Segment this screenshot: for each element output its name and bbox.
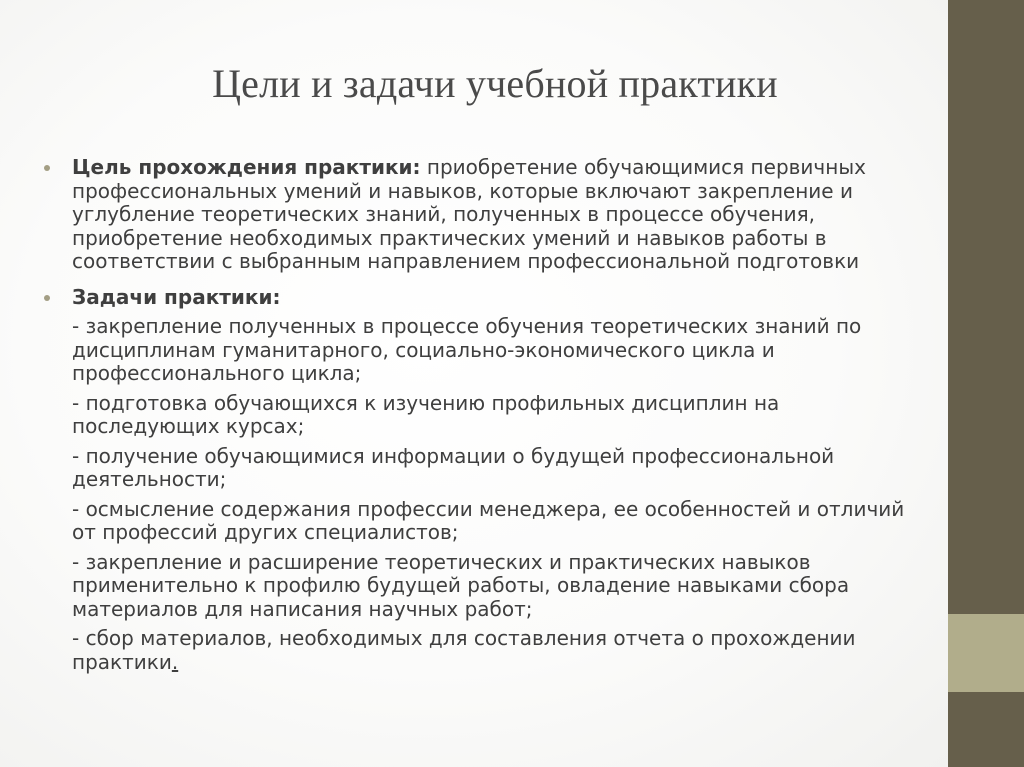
task-item-last-punct: . [171, 649, 179, 674]
task-item: - подготовка обучающихся к изучению профильных дисциплин на последующих курсах; [72, 390, 780, 438]
task-item: - закрепление и расширение теоретических и практических навыков применительно к профилю будущей работы, овладение навыками сбора материалов для написания научных работ; [72, 549, 850, 621]
tasks-label: Задачи практики: [72, 284, 281, 309]
task-item-last-text: - сбор материалов, необходимых для составления отчета о прохождении практики [72, 626, 856, 674]
slide-body [72, 156, 932, 674]
slide-title: Цели и задачи учебной практики [212, 61, 778, 106]
goal-label: Цель прохождения практики: [72, 155, 421, 179]
tasks-bullet [72, 286, 932, 310]
goal-bullet [72, 156, 932, 274]
task-item: - осмысление содержания профессии менеджера, ее особенностей и отличий от профессий других специалистов; [72, 496, 905, 544]
task-item: - закрепление полученных в процессе обучения теоретических знаний по дисциплинам гуманитарного, социально-экономического цикла и профессионального цикла; [72, 314, 862, 385]
goal-text: приобретение обучающимися первичных профессиональных умений и навыков, которые включают закрепление и углубление теоретических знаний, полученных в процессе обучения, приобретение необходимых практических умений и навыков работы в соответствии с выбранным направлением профессиональной подготовки [72, 155, 866, 273]
decorative-sidebar-accent [948, 614, 1024, 692]
task-item-last [72, 627, 932, 674]
task-item: - получение обучающимися информации о будущей профессиональной деятельности; [72, 443, 835, 491]
